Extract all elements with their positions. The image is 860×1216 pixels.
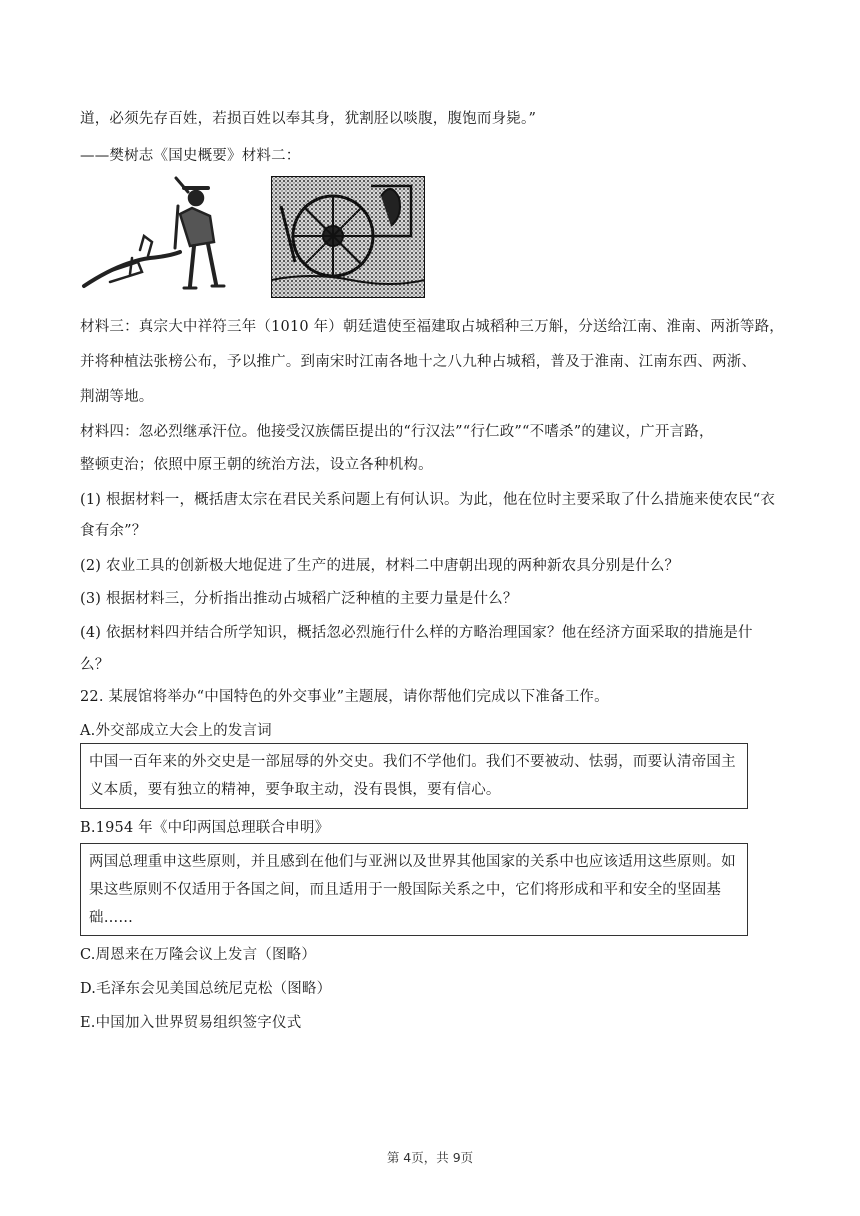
question-1-line2: 食有余”？ (80, 523, 147, 539)
material-three-line1: 材料三：真宗大中祥符三年（1010 年）朝廷遣使至福建取占城稻种三万斛，分送给江南、淮南、两浙等路， (80, 319, 785, 335)
question-2: (2) 农业工具的创新极大地促进了生产的进展，材料二中唐朝出现的两种新农具分别是什么？ (80, 558, 680, 574)
item-c: C.周恩来在万隆会议上发言（图略） (80, 947, 317, 963)
item-d: D.毛泽东会见美国总统尼克松（图略） (80, 981, 332, 997)
material-three-line2: 并将种植法张榜公布，予以推广。到南宋时江南各地十之八九种占城稻，普及于淮南、江南东西、两浙、 (80, 354, 757, 370)
joint-statement-line3: 础…… (89, 910, 134, 926)
question-1-line1: (1) 根据材料一，概括唐太宗在君民关系问题上有何认识。为此，他在位时主要采取了什么措施来使农民“衣 (80, 492, 776, 508)
question-22: 22. 某展馆将举办“中国特色的外交事业”主题展，请你帮他们完成以下准备工作。 (80, 689, 609, 705)
speech-quote-line1: 中国一百年来的外交史是一部屈辱的外交史。我们不学他们。我们不要被动、怯弱，而要认清帝国主 (89, 754, 736, 770)
joint-statement-line2: 果这些原则不仅适用于各国之间，而且适用于一般国际关系之中，它们将形成和平和安全的坚固基 (89, 882, 722, 898)
material-four-line2: 整顿吏治；依照中原王朝的统治方法，设立各种机构。 (80, 457, 433, 473)
material-one-source: ——樊树志《国史概要》材料二： (80, 148, 301, 164)
page-number: 第 4页，共 9页 (386, 1150, 474, 1165)
material-four-line1: 材料四：忽必烈继承汗位。他接受汉族儒臣提出的“行汉法”“行仁政”“不嗜杀”的建议，广开言路， (80, 424, 714, 440)
material-one-end: 道，必须先存百姓，若损百姓以奉其身，犹割胫以啖腹，腹饱而身毙。” (80, 111, 537, 127)
item-b-title: B.1954 年《中印两国总理联合申明》 (80, 820, 330, 836)
item-e: E.中国加入世界贸易组织签字仪式 (80, 1015, 302, 1031)
item-a-title: A.外交部成立大会上的发言词 (80, 723, 272, 739)
water-wheel-image (271, 176, 425, 298)
speech-quote-line2: 义本质，要有独立的精神，要争取主动，没有畏惧，要有信心。 (89, 782, 501, 798)
question-4-line2: 么？ (80, 657, 110, 673)
joint-statement-box (80, 843, 748, 936)
question-3: (3) 根据材料三，分析指出推动占城稻广泛种植的主要力量是什么？ (80, 591, 518, 607)
material-three-line3: 荆湖等地。 (80, 389, 154, 405)
question-4-line1: (4) 依据材料四并结合所学知识，概括忽必烈施行什么样的方略治理国家？他在经济方面采取的措施是什 (80, 625, 753, 641)
speech-quote-box (80, 743, 748, 809)
curved-plow-image (80, 176, 230, 296)
joint-statement-line1: 两国总理重申这些原则，并且感到在他们与亚洲以及世界其他国家的关系中也应该适用这些原则。如 (89, 854, 736, 870)
